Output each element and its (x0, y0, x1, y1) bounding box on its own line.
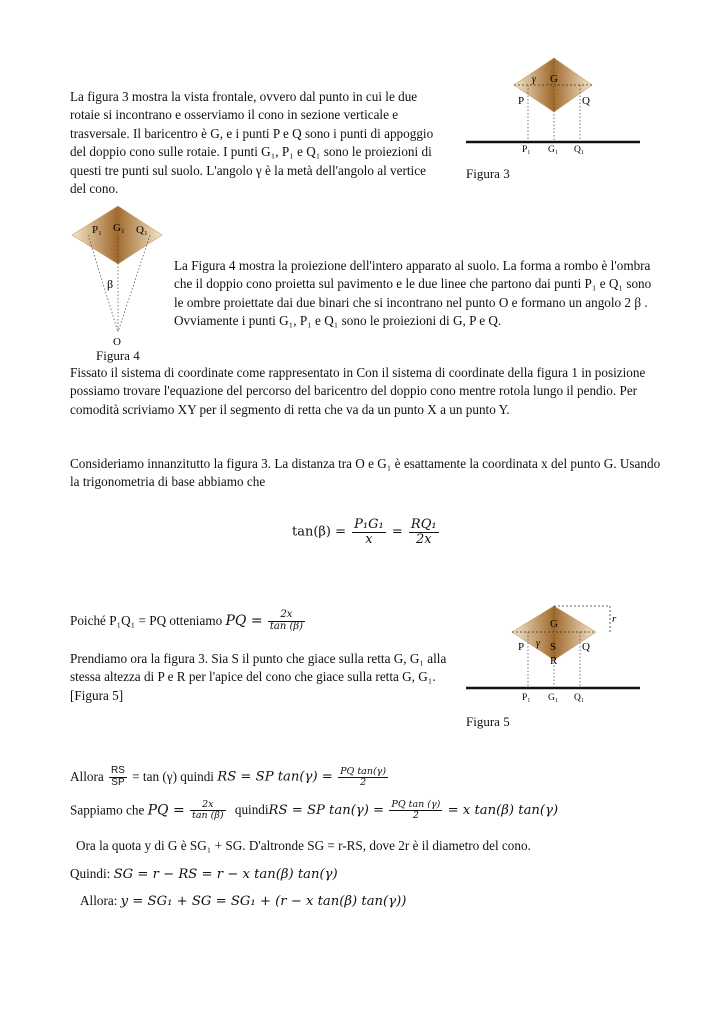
result-expression: = x tan(β) tan(γ) (447, 802, 559, 818)
beta-label: β (107, 277, 114, 291)
line-prefix: Poiché P₁Q₁ = PQ otteniamo (70, 613, 223, 628)
fraction-2x-tan (268, 610, 305, 632)
G1-label: G₁ (113, 222, 125, 234)
rs-expression: RS = SP tan(γ) = (268, 802, 385, 818)
figure-3-caption: Figura 3 (466, 166, 510, 181)
figure-4 (70, 204, 180, 364)
figure-5-caption: Figura 5 (466, 714, 510, 729)
line-quindi (70, 866, 338, 882)
eq-equals: = (391, 524, 403, 540)
frac-num: RQ₁ (410, 517, 437, 532)
y-expression: y = SG₁ + SG = SG₁ + (r − x tan(β) tan(γ)) (120, 894, 407, 909)
paragraph-text: La Figura 4 mostra la proiezione dell'intero apparato al suolo. La forma a rombo è l'ombra che il doppio cono proietta sul pavimento e le due linee che partono dai punti P₁ e Q₁ sono le ombre proiettate dai due binari che si incontrano nel punto O e formano un angolo 2 β . Ovviamente i punti G₁, P₁ e Q₁ sono le proiezioni di G, P e Q. (174, 258, 652, 329)
fraction-rq1-2x (409, 518, 439, 546)
shadow-rhombus (72, 206, 162, 264)
line-prefix: Quindi: (70, 866, 111, 881)
Q-label: Q (582, 95, 590, 107)
line-sappiamo (70, 800, 558, 821)
frac-num: PQ tan (γ) (391, 799, 441, 810)
P1-label: P₁ (92, 224, 102, 236)
P-label: P (518, 95, 525, 107)
line-prefix: Allora: (80, 893, 118, 908)
frac-den: x (365, 531, 373, 547)
G1-label: G₁ (548, 693, 559, 703)
Q1-label: Q₁ (574, 145, 585, 154)
equation-tan-beta (292, 518, 441, 546)
R-label: R (550, 655, 558, 667)
sg-expression: SG = r − RS = r − x tan(β) tan(γ) (113, 867, 338, 882)
frac-num: 2x (268, 610, 305, 622)
frac-den: tan (β) (269, 620, 304, 632)
line-text: Ora la quota y di G è SG₁ + SG. D'altronde SG = r-RS, dove 2r è il diametro del cono. (76, 838, 531, 853)
frac-den: 2 (360, 776, 367, 788)
figure-3-diagram (466, 54, 646, 154)
r-label: r (612, 613, 617, 625)
paragraph-distance (70, 455, 664, 492)
frac-num: 2x (190, 800, 226, 811)
G1-label: G₁ (548, 145, 559, 154)
paragraph-point-s (70, 650, 450, 705)
paragraph-text: La figura 3 mostra la vista frontale, ovvero dal punto in cui le due rotaie si incontrano e osserviamo il cono in sezione verticale e trasversale. Il baricentro è G, e i punti P e Q sono i punti di appoggio del doppio cono sulle rotaie. I punti G₁, P₁ e Q₁ sono le proiezioni di questi tre punti sul suolo. L'angolo γ è la metà dell'angolo al vertice del cono. (70, 89, 434, 197)
line-allora-y (80, 893, 406, 909)
figure-4-diagram (70, 204, 180, 346)
paragraph-figure4 (174, 257, 660, 331)
fraction-p1g1-x (352, 518, 386, 546)
P1-label: P₁ (522, 145, 531, 154)
figure-3 (466, 54, 646, 184)
frac-den: 2x (415, 531, 432, 547)
figure-4-caption: Figura 4 (96, 348, 140, 363)
frac-den: tan (β) (192, 809, 224, 821)
line-prefix: Sappiamo che (70, 802, 145, 818)
eq-lhs: tan(β) = (292, 524, 347, 540)
line-pq (70, 610, 307, 632)
paragraph-coordinates (70, 364, 662, 419)
paragraph-text: Prendiamo ora la figura 3. Sia S il punto che giace sulla retta G, G₁ alla stessa altezza di P e R per l'apice del cono che giace sulla retta G, G₁. [Figura 5] (70, 651, 447, 703)
Q1-label: Q₁ (136, 224, 148, 236)
G-label: G (550, 73, 558, 85)
P-label: P (518, 641, 525, 653)
figure-5-diagram (466, 602, 646, 706)
frac-den: 2 (412, 809, 419, 821)
rs-expression: RS = SP tan(γ) = (217, 769, 333, 785)
line-mid: quindi (234, 802, 269, 818)
fraction-2x-tan (190, 800, 226, 821)
pq-lhs: PQ = (147, 802, 185, 819)
line-rs-sp (70, 766, 390, 788)
frac-num: P₁G₁ (354, 517, 384, 532)
paragraph-text: Consideriamo innanzitutto la figura 3. La distanza tra O e G₁ è esattamente la coordinata x del punto G. Usando la trigonometria di base abbiamo che (70, 456, 661, 490)
fraction-pq-tan-2 (389, 800, 442, 821)
frac-num: PQ tan(γ) (340, 765, 387, 777)
Q1-label: Q₁ (574, 693, 585, 703)
paragraph-intro-figure3 (70, 88, 442, 198)
G-label: G (550, 618, 558, 630)
P1-label: P₁ (522, 693, 531, 703)
gamma-label: γ (532, 74, 536, 85)
O-label: O (113, 336, 121, 346)
fraction-pq-tan-2 (338, 767, 388, 788)
line-quota (76, 838, 531, 854)
gamma-label: γ (536, 638, 540, 649)
frac-den: SP (111, 776, 125, 788)
line-mid: = tan (γ) quindi (132, 769, 214, 784)
figure-5 (466, 602, 646, 732)
fraction-rs-sp (109, 766, 127, 788)
S-label: S (550, 641, 557, 653)
pq-lhs: PQ = (225, 613, 263, 629)
paragraph-text: Fissato il sistema di coordinate come rappresentato in Con il sistema di coordinate della figura 1 in posizione possiamo trovare l'equazione del percorso del baricentro del doppio cono mentre rotola lungo il pendio. Per comodità scriviamo XY per il segmento di retta che va da un punto X a un punto Y. (70, 365, 646, 417)
Q-label: Q (582, 641, 590, 653)
line-prefix: Allora (70, 769, 104, 784)
frac-num: RS (111, 765, 125, 776)
